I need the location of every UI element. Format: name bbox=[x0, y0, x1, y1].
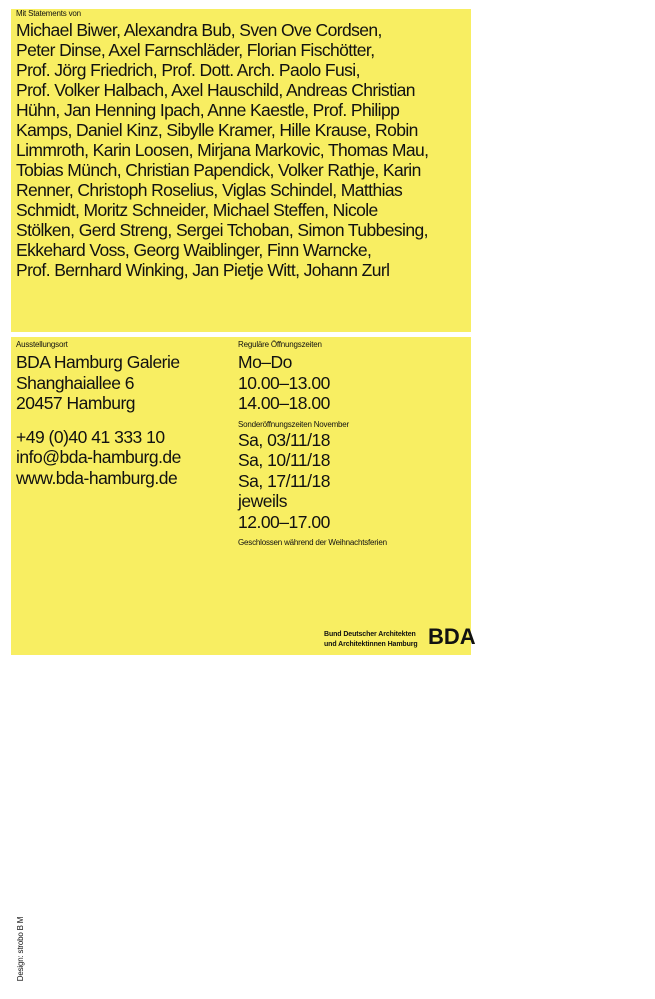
names-line: Prof. Volker Halbach, Axel Hauschild, Andreas Christian bbox=[16, 80, 415, 100]
names-line: Renner, Christoph Roselius, Viglas Schindel, Matthias bbox=[16, 180, 403, 200]
names-line: Prof. Bernhard Winking, Jan Pietje Witt, Johann Zurl bbox=[16, 260, 390, 280]
hours-slot: 10.00–13.00 bbox=[238, 372, 330, 393]
closed-note: Geschlossen während der Weihnachtsferien bbox=[238, 538, 387, 547]
names-line: Schmidt, Moritz Schneider, Michael Steffen, Nicole bbox=[16, 200, 378, 220]
names-line: Prof. Jörg Friedrich, Prof. Dott. Arch. Paolo Fusi, bbox=[16, 60, 360, 80]
names-line: Michael Biwer, Alexandra Bub, Sven Ove Cordsen, bbox=[16, 20, 382, 40]
design-credit: Design: strobo B M bbox=[16, 916, 25, 982]
names-line: Tobias Münch, Christian Papendick, Volker Rathje, Karin bbox=[16, 160, 421, 180]
venue-email: info@bda-hamburg.de bbox=[16, 447, 181, 467]
special-hours-label: Sonderöffnungszeiten November bbox=[238, 419, 350, 429]
venue-phone: +49 (0)40 41 333 10 bbox=[16, 426, 165, 447]
hours-label: Reguläre Öffnungszeiten bbox=[238, 340, 322, 349]
venue-name: BDA Hamburg Galerie bbox=[16, 352, 180, 372]
statements-panel bbox=[11, 9, 471, 332]
names-line: Stölken, Gerd Streng, Sergei Tchoban, Simon Tubbesing, bbox=[16, 220, 428, 240]
statements-label: Mit Statements von bbox=[16, 9, 81, 18]
special-slot: 12.00–17.00 bbox=[238, 511, 330, 532]
venue-web: www.bda-hamburg.de bbox=[16, 467, 178, 488]
names-line: Ekkehard Voss, Georg Waiblinger, Finn Warncke, bbox=[16, 240, 372, 260]
names-line: Peter Dinse, Axel Farnschläder, Florian Fischötter, bbox=[16, 40, 375, 60]
hours-slot: 14.00–18.00 bbox=[238, 393, 330, 413]
venue-label: Ausstellungsort bbox=[16, 340, 68, 349]
special-date: Sa, 10/11/18 bbox=[238, 450, 330, 470]
special-each: jeweils bbox=[238, 491, 288, 511]
association-name bbox=[324, 630, 418, 649]
venue-street: Shanghaiallee 6 bbox=[16, 372, 135, 393]
bda-logo: BDA bbox=[428, 624, 476, 649]
hours-days: Mo–Do bbox=[238, 352, 292, 372]
venue-column bbox=[16, 340, 226, 488]
names-line: Hühn, Jan Henning Ipach, Anne Kaestle, Prof. Philipp bbox=[16, 100, 400, 120]
names-line: Kamps, Daniel Kinz, Sibylle Kramer, Hille Krause, Robin bbox=[16, 120, 418, 140]
association-line: und Architektinnen Hamburg bbox=[324, 640, 418, 648]
info-panel bbox=[11, 337, 476, 982]
names-line: Limmroth, Karin Loosen, Mirjana Markovic, Thomas Mau, bbox=[16, 140, 429, 160]
association-line: Bund Deutscher Architekten bbox=[324, 631, 416, 638]
venue-city: 20457 Hamburg bbox=[16, 393, 135, 413]
hours-column bbox=[238, 340, 468, 548]
special-date: Sa, 03/11/18 bbox=[238, 429, 330, 450]
names-list bbox=[16, 20, 466, 280]
special-date: Sa, 17/11/18 bbox=[238, 470, 330, 491]
